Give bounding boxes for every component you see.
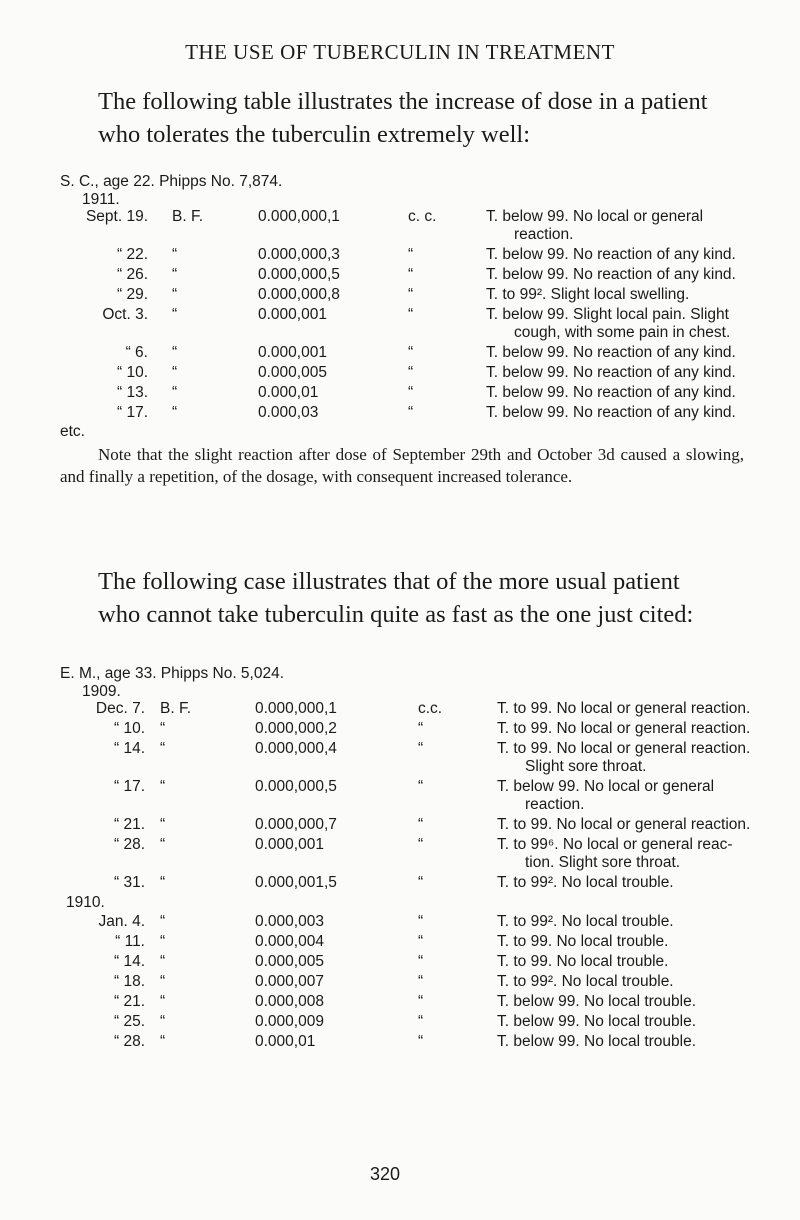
date-cell: “ 26.: [116, 266, 148, 283]
date-cell: “ 11.: [115, 933, 145, 950]
case-2-table: [60, 700, 750, 1053]
unit-cell: “: [408, 344, 414, 361]
dose-cell: 0.000,000,5: [258, 266, 340, 283]
result-line: T. to 99². No local trouble.: [497, 913, 674, 930]
date-cell: “ 6.: [125, 344, 148, 361]
date-cell: “ 14.: [113, 740, 145, 757]
case-1-table: [60, 208, 750, 424]
dose-cell: 0.000,01: [255, 1033, 316, 1050]
result-cell: [497, 720, 755, 738]
result-continuation: Slight sore throat.: [525, 758, 647, 775]
unit-cell: “: [408, 404, 414, 421]
result-line: T. to 99. No local trouble.: [497, 953, 669, 970]
date-cell: “ 28.: [113, 836, 145, 853]
result-cell: [497, 1013, 755, 1031]
dose-cell: 0.000,000,1: [258, 208, 340, 225]
dose-cell: 0.000,000,1: [255, 700, 337, 717]
method-cell: “: [160, 913, 166, 930]
result-cell: [497, 816, 755, 834]
table-row: [60, 286, 750, 306]
unit-cell: c. c.: [408, 208, 437, 225]
date-cell: “ 21.: [113, 993, 145, 1010]
unit-cell: “: [418, 913, 424, 930]
case-1-patient: S. C., age 22. Phipps No. 7,874.: [60, 173, 283, 190]
unit-cell: “: [418, 1033, 424, 1050]
unit-cell: “: [418, 740, 424, 757]
date-cell: “ 28.: [113, 1033, 145, 1050]
dose-cell: 0.000,004: [255, 933, 324, 950]
table-row: [60, 364, 750, 384]
result-cell: [497, 973, 755, 991]
result-line: T. to 99. No local or general reaction.: [497, 720, 751, 737]
dose-cell: 0.000,000,4: [255, 740, 337, 757]
table-row: [60, 778, 750, 816]
result-cell: [497, 993, 755, 1011]
result-cell: [486, 404, 748, 422]
date-cell: Oct. 3.: [102, 306, 148, 323]
table-row: [60, 720, 750, 740]
date-cell: “ 10.: [113, 720, 145, 737]
unit-cell: “: [418, 874, 424, 891]
table-row: [60, 933, 750, 953]
dose-cell: 0.000,000,5: [255, 778, 337, 795]
method-cell: “: [160, 933, 166, 950]
year-label: 1910.: [66, 894, 105, 911]
method-cell: “: [172, 384, 178, 401]
case-1-year: 1911.: [82, 191, 120, 208]
table-row: [60, 973, 750, 993]
unit-cell: “: [418, 953, 424, 970]
result-cell: [497, 1033, 755, 1051]
table-row: [60, 1033, 750, 1053]
result-line: T. below 99. No local trouble.: [497, 1013, 697, 1030]
dose-cell: 0.000,005: [255, 953, 324, 970]
unit-cell: “: [418, 720, 424, 737]
result-cell: [497, 836, 755, 872]
table-row: [60, 266, 750, 286]
method-cell: “: [160, 778, 166, 795]
table-row: [60, 306, 750, 344]
dose-cell: 0.000,003: [255, 913, 324, 930]
method-cell: “: [172, 344, 178, 361]
unit-cell: “: [418, 836, 424, 853]
method-cell: “: [172, 364, 178, 381]
method-cell: “: [160, 836, 166, 853]
result-cell: [497, 740, 755, 776]
date-cell: “ 22.: [116, 246, 148, 263]
date-cell: “ 25.: [113, 1013, 145, 1030]
table-row: [60, 816, 750, 836]
result-line: T. to 99. No local or general reaction.: [497, 740, 751, 757]
intro-paragraph-1: The following table illustrates the increase of dose in a patient who tolerates the tuberculin extremely well:: [98, 88, 708, 148]
result-cell: [486, 344, 748, 362]
table-row: [60, 384, 750, 404]
unit-cell: “: [418, 778, 424, 795]
table-row: [60, 404, 750, 424]
result-cell: [497, 874, 755, 892]
result-cell: [486, 246, 748, 264]
method-cell: “: [160, 740, 166, 757]
result-cell: [497, 913, 755, 931]
result-line: T. to 99². Slight local swelling.: [486, 286, 690, 303]
dose-cell: 0.000,000,3: [258, 246, 340, 263]
intro-paragraph-2: The following case illustrates that of the more usual patient who cannot take tuberculin quite as fast as the one just cited:: [98, 568, 694, 628]
result-line: T. to 99². No local trouble.: [497, 973, 674, 990]
result-cell: [486, 384, 748, 402]
running-header: THE USE OF TUBERCULIN IN TREATMENT: [185, 40, 615, 64]
result-line: T. below 99. No local trouble.: [497, 1033, 697, 1050]
method-cell: “: [160, 1013, 166, 1030]
result-line: T. below 99. No reaction of any kind.: [486, 344, 736, 361]
date-cell: “ 18.: [113, 973, 145, 990]
case-2-label: [60, 665, 284, 701]
dose-cell: 0.000,009: [255, 1013, 324, 1030]
dose-cell: 0.000,007: [255, 973, 324, 990]
method-cell: “: [172, 404, 178, 421]
dose-cell: 0.000,01: [258, 384, 319, 401]
method-cell: “: [160, 973, 166, 990]
table-row: [60, 344, 750, 364]
date-cell: “ 21.: [113, 816, 145, 833]
date-cell: “ 14.: [113, 953, 145, 970]
method-cell: “: [172, 246, 178, 263]
page-number: 320: [370, 1164, 401, 1184]
unit-cell: c.c.: [418, 700, 443, 717]
table-row: [60, 700, 750, 720]
dose-cell: 0.000,03: [258, 404, 319, 421]
method-cell: “: [172, 286, 178, 303]
result-line: T. to 99⁶. No local or general reac-: [497, 836, 733, 853]
result-line: T. to 99. No local or general reaction.: [497, 816, 751, 833]
date-cell: Jan. 4.: [98, 913, 145, 930]
result-line: T. to 99². No local trouble.: [497, 874, 674, 891]
method-cell: B. F.: [160, 700, 192, 717]
dose-cell: 0.000,005: [258, 364, 327, 381]
table-row: [60, 740, 750, 778]
table-row: [60, 836, 750, 874]
dose-cell: 0.000,001: [255, 836, 324, 853]
result-cell: [486, 306, 748, 342]
method-cell: B. F.: [172, 208, 204, 225]
result-cell: [486, 364, 748, 382]
result-cell: [486, 208, 748, 244]
dose-cell: 0.000,001,5: [255, 874, 337, 891]
result-continuation: cough, with some pain in chest.: [514, 324, 731, 341]
date-cell: “ 10.: [116, 364, 148, 381]
result-cell: [497, 953, 755, 971]
unit-cell: “: [418, 993, 424, 1010]
unit-cell: “: [418, 816, 424, 833]
date-cell: Dec. 7.: [95, 700, 145, 717]
method-cell: “: [160, 1033, 166, 1050]
unit-cell: “: [408, 246, 414, 263]
result-line: T. to 99. No local trouble.: [497, 933, 669, 950]
table-row: [60, 913, 750, 933]
result-continuation: reaction.: [514, 226, 574, 243]
date-cell: “ 31.: [113, 874, 145, 891]
unit-cell: “: [418, 973, 424, 990]
dose-cell: 0.000,001: [258, 344, 327, 361]
case-2-year-1909: 1909.: [82, 683, 121, 700]
dose-cell: 0.000,008: [255, 993, 324, 1010]
dose-cell: 0.000,000,8: [258, 286, 340, 303]
table-row: [60, 993, 750, 1013]
table-row: [60, 1013, 750, 1033]
result-continuation: reaction.: [525, 796, 585, 813]
date-cell: “ 17.: [116, 404, 148, 421]
dose-cell: 0.000,001: [258, 306, 327, 323]
date-cell: Sept. 19.: [85, 208, 148, 225]
result-cell: [486, 286, 748, 304]
unit-cell: “: [408, 266, 414, 283]
date-cell: “ 29.: [116, 286, 148, 303]
etc-text: etc.: [60, 423, 85, 440]
unit-cell: “: [418, 1013, 424, 1030]
result-line: T. below 99. No reaction of any kind.: [486, 384, 736, 401]
result-line: T. below 99. No reaction of any kind.: [486, 404, 736, 421]
method-cell: “: [160, 816, 166, 833]
case-2-patient: E. M., age 33. Phipps No. 5,024.: [60, 665, 285, 682]
unit-cell: “: [408, 384, 414, 401]
result-line: T. below 99. No reaction of any kind.: [486, 246, 736, 263]
dose-cell: 0.000,000,2: [255, 720, 337, 737]
unit-cell: “: [408, 286, 414, 303]
case-2-year-1910: [60, 894, 750, 913]
result-continuation: tion. Slight sore throat.: [525, 854, 681, 871]
unit-cell: “: [408, 364, 414, 381]
method-cell: “: [160, 993, 166, 1010]
result-cell: [486, 266, 748, 284]
result-line: T. below 99. No local or general: [497, 778, 715, 795]
result-line: T. below 99. No reaction of any kind.: [486, 364, 736, 381]
date-cell: “ 13.: [116, 384, 148, 401]
method-cell: “: [172, 306, 178, 323]
result-cell: [497, 700, 755, 718]
result-cell: [497, 933, 755, 951]
unit-cell: “: [418, 933, 424, 950]
method-cell: “: [172, 266, 178, 283]
result-line: T. to 99. No local or general reaction.: [497, 700, 751, 717]
date-cell: “ 17.: [113, 778, 145, 795]
result-line: T. below 99. No local or general: [486, 208, 704, 225]
result-line: T. below 99. Slight local pain. Slight: [486, 306, 729, 323]
case-1-label: [60, 173, 282, 209]
table-row: [60, 246, 750, 266]
result-cell: [497, 778, 755, 814]
method-cell: “: [160, 720, 166, 737]
result-line: T. below 99. No reaction of any kind.: [486, 266, 736, 283]
result-line: T. below 99. No local trouble.: [497, 993, 697, 1010]
note-paragraph: Note that the slight reaction after dose of September 29th and October 3d caused a slowing, and finally a repetition, of the dosage, with consequent increased tolerance.: [60, 445, 744, 486]
method-cell: “: [160, 874, 166, 891]
table-row: [60, 208, 750, 246]
dose-cell: 0.000,000,7: [255, 816, 337, 833]
table-row: [60, 874, 750, 894]
unit-cell: “: [408, 306, 414, 323]
table-row: [60, 953, 750, 973]
method-cell: “: [160, 953, 166, 970]
